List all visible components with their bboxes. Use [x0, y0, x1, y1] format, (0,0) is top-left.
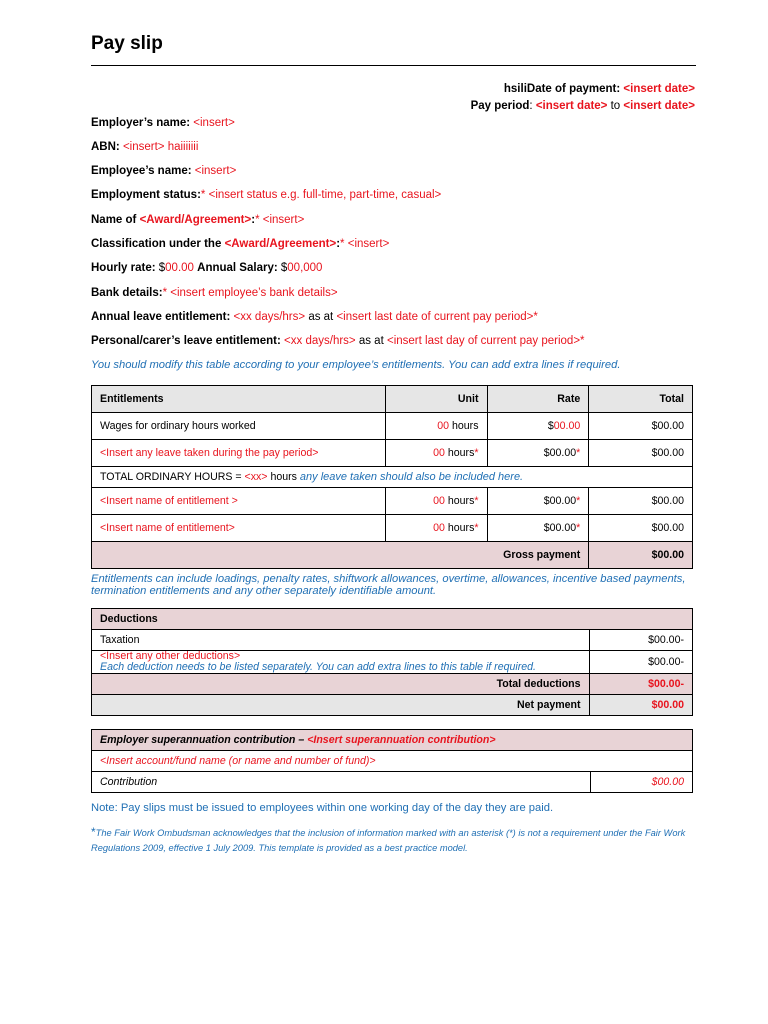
- pay-period-line: [471, 100, 695, 112]
- deductions-header: Deductions: [92, 609, 693, 630]
- contribution-amount: $00.00: [651, 776, 684, 788]
- award-name-field: [91, 214, 304, 226]
- column-header: Rate: [487, 386, 589, 413]
- asterisk: *: [162, 287, 168, 299]
- award-placeholder: <Award/Agreement>: [224, 238, 337, 250]
- date-of-payment-value: <insert date>: [623, 83, 695, 95]
- rate-value: 00.00: [553, 420, 581, 432]
- personal-leave-field: [91, 335, 585, 347]
- asterisk: *: [474, 495, 479, 507]
- net-payment-value: $00.00: [589, 695, 692, 716]
- total-cell: $00.00: [589, 488, 693, 515]
- contribution-row: [92, 772, 693, 793]
- asterisk: *: [200, 189, 206, 201]
- entitlements-table: [91, 385, 693, 569]
- table-row: [92, 630, 693, 651]
- rate-cell: [487, 515, 589, 542]
- personal-leave-label: Personal/carer’s leave entitlement:: [91, 335, 281, 347]
- employer-name-value: <insert>: [193, 117, 235, 129]
- total-hours-row: [92, 467, 693, 488]
- superannuation-table: [91, 729, 693, 793]
- asterisk: *: [340, 238, 345, 250]
- employment-status-label: Employment status:: [91, 189, 201, 201]
- employee-name-value: <insert>: [194, 165, 237, 177]
- table-row: [92, 488, 693, 515]
- rate-field: [91, 262, 322, 274]
- superannuation-header: [92, 730, 693, 751]
- unit-word: hours: [447, 447, 475, 459]
- personal-leave-value: <xx days/hrs>: [284, 335, 356, 347]
- employer-name-field: [91, 117, 235, 129]
- asterisk: *: [576, 522, 581, 534]
- total-deductions-row: [92, 674, 693, 695]
- annual-salary-value: 00,000: [287, 262, 323, 274]
- employer-name-label: Employer’s name:: [91, 117, 191, 129]
- total-cell: $00.00: [589, 440, 693, 467]
- superannuation-value: <Insert superannuation contribution>: [307, 734, 496, 746]
- as-at-text: as at: [308, 311, 334, 323]
- employee-name-field: [91, 165, 236, 177]
- annual-leave-value: <xx days/hrs>: [233, 311, 306, 323]
- modify-table-note: You should modify this table according to your employee’s entitlements. You can add extra lines if required.: [91, 359, 621, 371]
- rate-value: $00.00: [543, 495, 577, 507]
- entitlement-label: <Insert any leave taken during the pay period>: [92, 440, 386, 467]
- asterisk: *: [474, 522, 479, 534]
- unit-cell: [385, 488, 487, 515]
- employment-status-field: [91, 189, 441, 201]
- award-placeholder: <Award/Agreement>: [139, 214, 252, 226]
- bank-details-field: [91, 287, 338, 299]
- deductions-header-row: [92, 609, 693, 630]
- award-name-value: <insert>: [262, 214, 305, 226]
- net-payment-label: Net payment: [92, 695, 590, 716]
- footnote-asterisk: *: [91, 825, 96, 839]
- footnote: [91, 825, 701, 856]
- dollar-sign: $: [158, 262, 166, 274]
- gross-payment-label: Gross payment: [92, 542, 589, 569]
- personal-leave-date: <insert last day of current pay period>: [386, 335, 581, 347]
- total-cell: $00.00: [589, 413, 693, 440]
- bank-details-value: <insert employee’s bank details>: [170, 287, 338, 299]
- total-cell: $00.00: [589, 515, 693, 542]
- entitlements-note: Entitlements can include loadings, penalty rates, shiftwork allowances, overtime, allowances, incentive based payments, termination entitlements and any other separately identifiable amount.: [91, 573, 686, 597]
- dollar-sign: $: [280, 262, 288, 274]
- net-payment-row: [92, 695, 693, 716]
- unit-number: 00: [437, 420, 450, 432]
- deduction-label: Taxation: [92, 630, 590, 651]
- bank-details-label: Bank details:: [91, 287, 163, 299]
- fund-name: <Insert account/fund name (or name and number of fund)>: [92, 751, 693, 772]
- deduction-note: Each deduction needs to be listed separately. You can add extra lines to this table if required.: [100, 661, 536, 673]
- unit-word: hours: [447, 495, 475, 507]
- classification-label: Classification under the: [91, 238, 222, 250]
- employment-status-value: <insert status e.g. full-time, part-time, casual>: [208, 189, 442, 201]
- asterisk: *: [474, 447, 479, 459]
- footnote-text: The Fair Work Ombudsman acknowledges that the inclusion of information marked with an asterisk (*) is not a requirement under the Fair Work Regulations 2009, effective 1 July 2009. This template is provided as a best practice model.: [91, 828, 686, 853]
- total-hours-note: any leave taken should also be included here.: [299, 471, 524, 483]
- pay-period-to: <insert date>: [623, 100, 695, 112]
- rate-cell: [487, 440, 589, 467]
- deduction-cell: [92, 651, 590, 674]
- asterisk: *: [255, 214, 260, 226]
- dollar-sign: $: [547, 420, 554, 432]
- entitlement-label: Wages for ordinary hours worked: [92, 413, 386, 440]
- total-hours-label: TOTAL ORDINARY HOURS =: [100, 471, 242, 483]
- unit-word: hours: [452, 420, 479, 432]
- annual-leave-field: [91, 311, 538, 323]
- classification-field: [91, 238, 389, 250]
- deduction-value: $00.00-: [589, 651, 692, 674]
- superannuation-label: Employer superannuation contribution –: [100, 734, 305, 746]
- pay-period-from: <insert date>: [535, 100, 608, 112]
- payslip-note: Note: Pay slips must be issued to employees within one working day of the day they are paid.: [91, 802, 554, 814]
- gross-payment-value: $00.00: [589, 542, 693, 569]
- fund-row: [92, 751, 693, 772]
- column-header: Unit: [385, 386, 487, 413]
- total-hours-cell: [92, 467, 693, 488]
- abn-value: <insert> haiiiiiii: [122, 141, 199, 153]
- rate-value: $00.00: [543, 522, 577, 534]
- hourly-rate-label: Hourly rate:: [91, 262, 156, 274]
- table-row: [92, 413, 693, 440]
- title-divider: [91, 65, 696, 66]
- pay-period-colon: :: [529, 100, 533, 112]
- deduction-value: $00.00-: [589, 630, 692, 651]
- gross-payment-row: [92, 542, 693, 569]
- column-header: Entitlements: [92, 386, 386, 413]
- annual-leave-date: <insert last date of current pay period>: [336, 311, 534, 323]
- entitlement-label: <Insert name of entitlement >: [92, 488, 386, 515]
- unit-word: hours: [447, 522, 475, 534]
- classification-value: <insert>: [347, 238, 390, 250]
- abn-label: ABN:: [91, 141, 120, 153]
- contribution-label: Contribution: [92, 772, 591, 793]
- annual-salary-label: Annual Salary:: [197, 262, 278, 274]
- asterisk: *: [533, 311, 538, 323]
- asterisk: *: [580, 335, 585, 347]
- colon: :: [336, 238, 341, 250]
- superannuation-header-row: [92, 730, 693, 751]
- total-deductions-value: $00.00-: [589, 674, 692, 695]
- unit-number: 00: [433, 447, 445, 459]
- asterisk: *: [576, 447, 581, 459]
- abn-field: [91, 141, 198, 153]
- deductions-table: [91, 608, 693, 716]
- table-header-row: [92, 386, 693, 413]
- total-hours-value: <xx>: [244, 471, 268, 483]
- employee-name-label: Employee’s name:: [91, 165, 192, 177]
- annual-leave-label: Annual leave entitlement:: [91, 311, 231, 323]
- unit-cell: [385, 440, 487, 467]
- date-of-payment-label: hsiliDate of payment:: [503, 83, 621, 95]
- as-at-text: as at: [358, 335, 384, 347]
- page-title: Pay slip: [91, 33, 163, 54]
- table-row: [92, 515, 693, 542]
- entitlement-label: <Insert name of entitlement>: [92, 515, 386, 542]
- contribution-value: [591, 772, 693, 793]
- deduction-label: <Insert any other deductions>: [100, 650, 241, 662]
- colon: :: [251, 214, 256, 226]
- unit-cell: [385, 515, 487, 542]
- hours-word: hours: [270, 471, 297, 483]
- total-deductions-label: Total deductions: [92, 674, 590, 695]
- date-of-payment-line: [504, 83, 695, 95]
- hourly-rate-value: 00.00: [165, 262, 194, 274]
- unit-number: 00: [433, 522, 445, 534]
- unit-number: 00: [433, 495, 445, 507]
- pay-period-to-word: to: [610, 100, 621, 112]
- pay-period-label: Pay period: [470, 100, 530, 112]
- rate-cell: [487, 488, 589, 515]
- award-name-label: Name of: [91, 214, 137, 226]
- table-row: [92, 651, 693, 674]
- table-row: [92, 440, 693, 467]
- unit-cell: [385, 413, 487, 440]
- asterisk: *: [576, 495, 581, 507]
- rate-value: $00.00: [543, 447, 577, 459]
- rate-cell: [487, 413, 589, 440]
- column-header: Total: [589, 386, 693, 413]
